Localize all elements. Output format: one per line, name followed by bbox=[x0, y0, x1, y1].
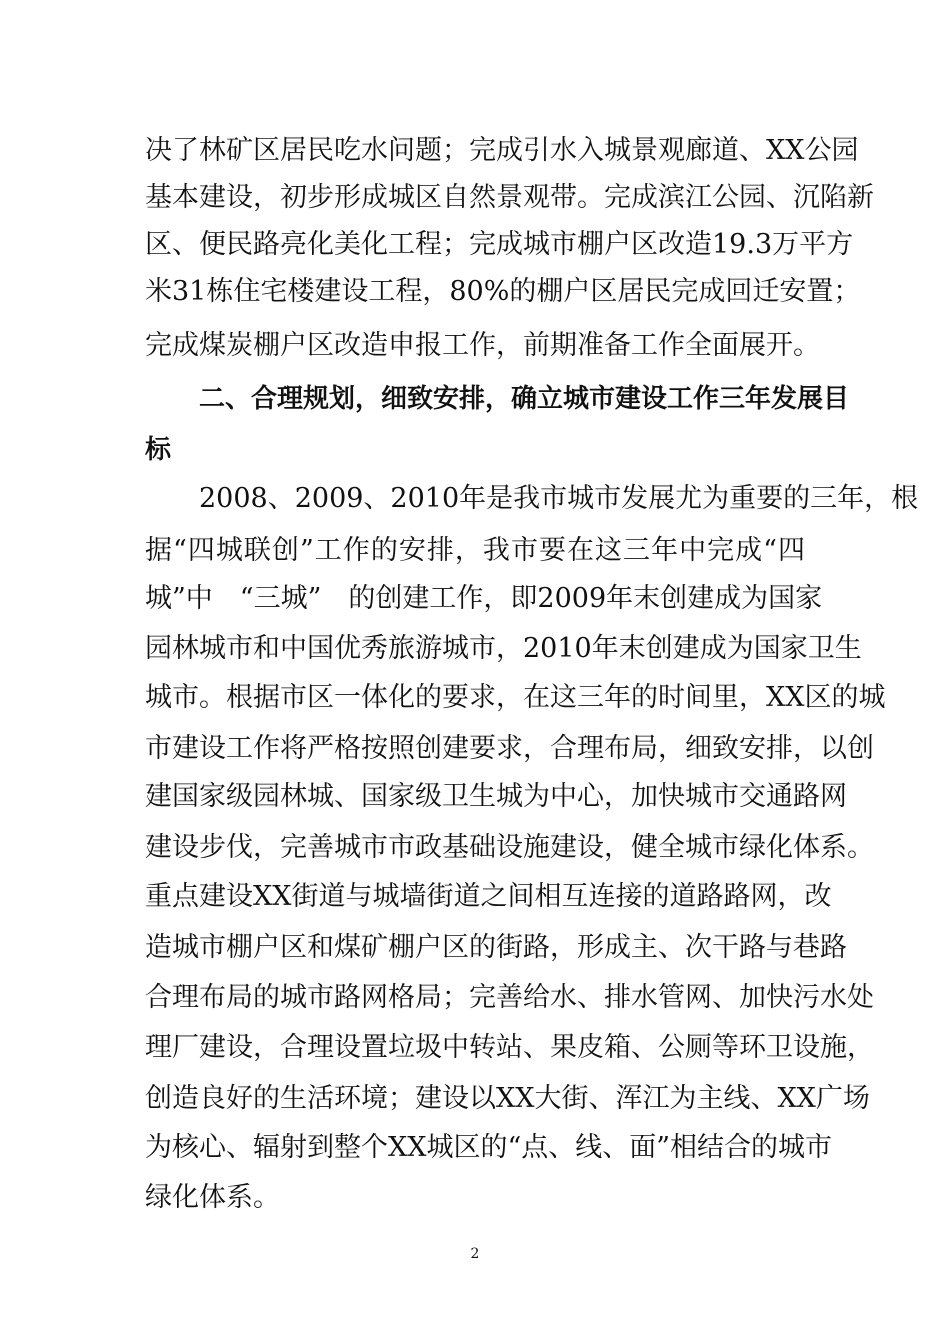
paragraph-2-line-14: 为核心、辐射到整个XX城区的“点、线、面”相结合的城市 bbox=[145, 1132, 833, 1163]
paragraph-1-line-3: 区、便民路亮化美化工程；完成城市棚户区改造19.3万平方 bbox=[145, 229, 854, 260]
paragraph-2-line-10: 造城市棚户区和煤矿棚户区的街路，形成主、次干路与巷路 bbox=[145, 932, 847, 963]
paragraph-2-line-2: 据“四城联创”工作的安排，我市要在这三年中完成“四 bbox=[145, 535, 805, 566]
paragraph-2-line-9: 重点建设XX街道与城墙街道之间相互连接的道路路网，改 bbox=[145, 881, 832, 912]
page-number: 2 bbox=[470, 1246, 480, 1262]
paragraph-1-line-2: 基本建设，初步形成城区自然景观带。完成滨江公园、沉陷新 bbox=[145, 182, 874, 213]
paragraph-2-line-13: 创造良好的生活环境；建设以XX大街、浑江为主线、XX广场 bbox=[145, 1083, 870, 1114]
paragraph-2-line-4: 园林城市和中国优秀旅游城市，2010年末创建成为国家卫生 bbox=[145, 633, 862, 664]
paragraph-2-line-8: 建设步伐，完善城市市政基础设施建设，健全城市绿化体系。 bbox=[145, 832, 874, 863]
paragraph-2-line-3: 城”中 “三城” 的创建工作，即2009年末创建成为国家 bbox=[145, 583, 823, 614]
section-heading-line-1: 二、合理规划，细致安排，确立城市建设工作三年发展目 bbox=[199, 384, 850, 414]
paragraph-2-line-1: 2008、2009、2010年是我市城市发展尤为重要的三年，根 bbox=[199, 483, 919, 514]
paragraph-2-line-15: 绿化体系。 bbox=[145, 1182, 280, 1213]
paragraph-1-line-4: 米31栋住宅楼建设工程，80%的棚户区居民完成回迁安置； bbox=[145, 276, 861, 307]
paragraph-1-line-5: 完成煤炭棚户区改造申报工作，前期准备工作全面展开。 bbox=[145, 330, 820, 361]
paragraph-2-line-6: 市建设工作将严格按照创建要求，合理布局，细致安排，以创 bbox=[145, 733, 874, 764]
paragraph-2-line-12: 理厂建设，合理设置垃圾中转站、果皮箱、公厕等环卫设施， bbox=[145, 1032, 874, 1063]
paragraph-1-line-1: 决了林矿区居民吃水问题；完成引水入城景观廊道、XX公园 bbox=[145, 135, 859, 166]
paragraph-2-line-7: 建国家级园林城、国家级卫生城为中心，加快城市交通路网 bbox=[145, 781, 847, 812]
paragraph-2-line-11: 合理布局的城市路网格局；完善给水、排水管网、加快污水处 bbox=[145, 982, 874, 1013]
paragraph-2-line-5: 城市。根据市区一体化的要求，在这三年的时间里，XX区的城 bbox=[145, 682, 886, 713]
section-heading-line-2: 标 bbox=[145, 435, 172, 465]
